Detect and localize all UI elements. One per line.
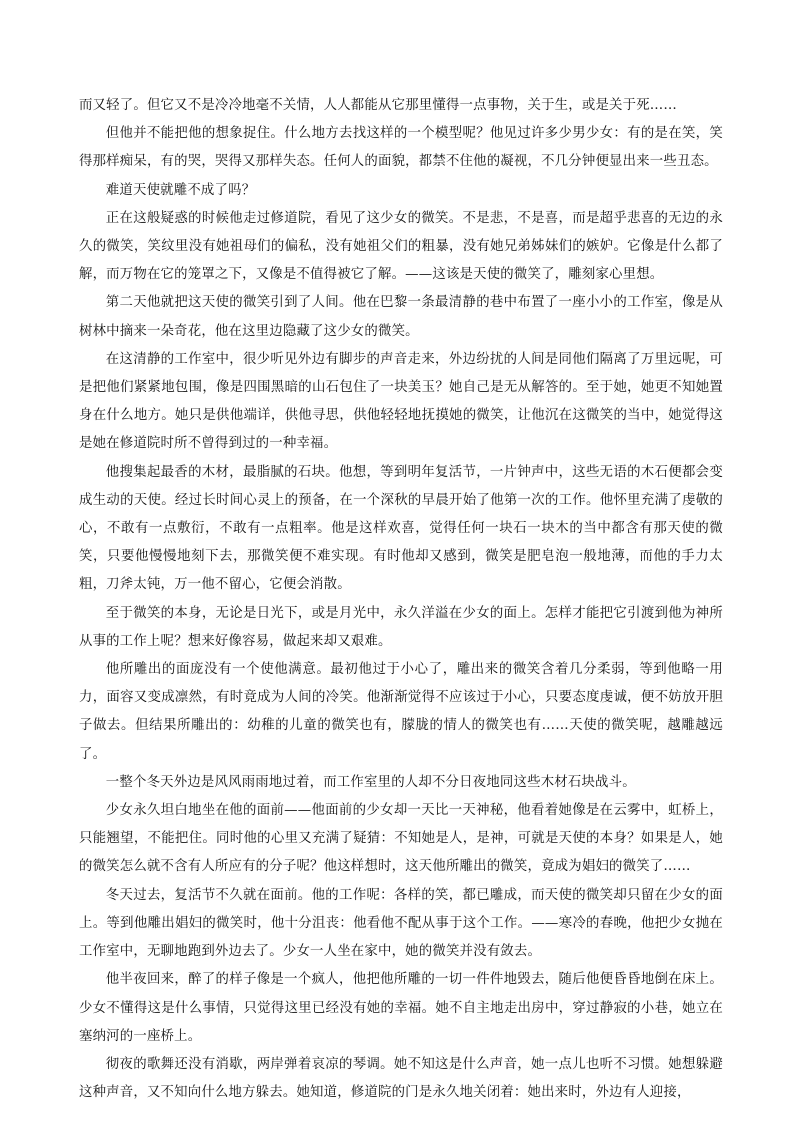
paragraph: 而又轻了。但它又不是冷冷地毫不关情，人人都能从它那里懂得一点事物，关于生，或是关于死…… bbox=[79, 98, 677, 113]
paragraph: 彻夜的歌舞还没有消歇，两岸弹着哀凉的琴调。她不知这是什么声音，她一点儿也听不习惯。她想躲避这种声音，又不知向什么地方躲去。她知道，修道院的门是永久地关闭着：她出来时，外边有人迎接， bbox=[79, 1056, 723, 1101]
paragraph: 至于微笑的本身，无论是日光下，或是月光中，永久洋溢在少女的面上。怎样才能把它引渡到他为神所从事的工作上呢？想来好像容易，做起来却又艰难。 bbox=[79, 605, 723, 649]
paragraph: 一整个冬天外边是风风雨雨地过着，而工作室里的人却不分日夜地同这些木材石块战斗。 bbox=[105, 774, 636, 790]
paragraph: 少女永久坦白地坐在他的面前——他面前的少女却一天比一天神秘，他看着她像是在云雾中，虹桥上，只能翘望，不能把住。同时他的心里又充满了疑猜：不知她是人，是神，可就是天使的本身？如果是人，她的微笑怎么就不含有人所应有的分子呢？他这样想时，这天他所雕出的微笑，竟成为娼妇的微笑了…… bbox=[79, 803, 723, 875]
paragraph: 难道天使就雕不成了吗？ bbox=[105, 182, 256, 198]
paragraph: 他所雕出的面庞没有一个使他满意。最初他过于小心了，雕出来的微笑含着几分柔弱，等到他略一用力，面容又变成凛然，有时竟成为人间的冷笑。他渐渐觉得不应该过于小心，只要态度虔诚，便不妨放开胆子做去。但结果所雕出的：幼稚的儿童的微笑也有，朦胧的情人的微笑也有……天使的微笑呢，越雕越远了。 bbox=[79, 662, 723, 762]
paragraph: 冬天过去，复活节不久就在面前。他的工作呢：各样的笑，都已雕成，而天使的微笑却只留在少女的面上。等到他雕出娼妇的微笑时，他十分沮丧：他看他不配从事于这个工作。——寒冷的春晚，他把少女抛在工作室中，无聊地跑到外边去了。少女一人坐在家中，她的微笑并没有敛去。 bbox=[79, 887, 723, 960]
paragraph: 他搜集起最香的木材，最脂腻的石块。他想，等到明年复活节，一片钟声中，这些无语的木石便都会变成生动的天使。经过长时间心灵上的预备，在一个深秋的早晨开始了他第一次的工作。他怀里充满了虔敬的心，不敢有一点敷衍，不敢有一点粗率。他是这样欢喜，觉得任何一块石一块木的当中都含有那天使的微笑，只要他慢慢地刻下去，那微笑便不难实现。有时他却又感到，微笑是肥皂泡一般地薄，而他的手力太粗，刀斧太钝，万一他不留心，它便会消散。 bbox=[79, 464, 723, 593]
paragraph: 正在这般疑惑的时候他走过修道院，看见了这少女的微笑。不是悲，不是喜，而是超乎悲喜的无边的永久的微笑，笑纹里没有她祖母们的偏私，没有她祖父们的粗暴，没有她兄弟姊妹们的嫉妒。它像是什么都了解，而万物在它的笼罩之下，又像是不值得被它了解。——这该是天使的微笑了，雕刻家心里想。 bbox=[79, 210, 723, 283]
paragraph: 但他并不能把他的想象捉住。什么地方去找这样的一个模型呢？他见过许多少男少女：有的是在笑，笑得那样痴呆，有的哭，哭得又那样失态。任何人的面貌，都禁不住他的凝视，不几分钟便显出来一些丑态。 bbox=[79, 126, 723, 170]
paragraph: 第二天他就把这天使的微笑引到了人间。他在巴黎一条最清静的巷中布置了一座小小的工作室，像是从树林中摘来一朵奇花，他在这里边隐藏了这少女的微笑。 bbox=[79, 295, 723, 339]
paragraph: 在这清静的工作室中，很少听见外边有脚步的声音走来，外边纷扰的人间是同他们隔离了万里远呢，可是把他们紧紧地包围，像是四围黑暗的山石包住了一块美玉？她自己是无从解答的。至于她，她更不知她置身在什么地方。她只是供他端详，供他寻思，供他轻轻地抚摸她的微笑，让他沉在这微笑的当中，她觉得这是她在修道院时所不曾得到过的一种幸福。 bbox=[79, 351, 723, 452]
document-page bbox=[79, 92, 723, 1107]
paragraph: 他半夜回来，醉了的样子像是一个疯人，他把他所雕的一切一件件地毁去，随后他便昏昏地倒在床上。少女不懂得这是什么事情，只觉得这里已经没有她的幸福。她不自主地走出房中，穿过静寂的小巷，她立在塞纳河的一座桥上。 bbox=[79, 972, 723, 1044]
